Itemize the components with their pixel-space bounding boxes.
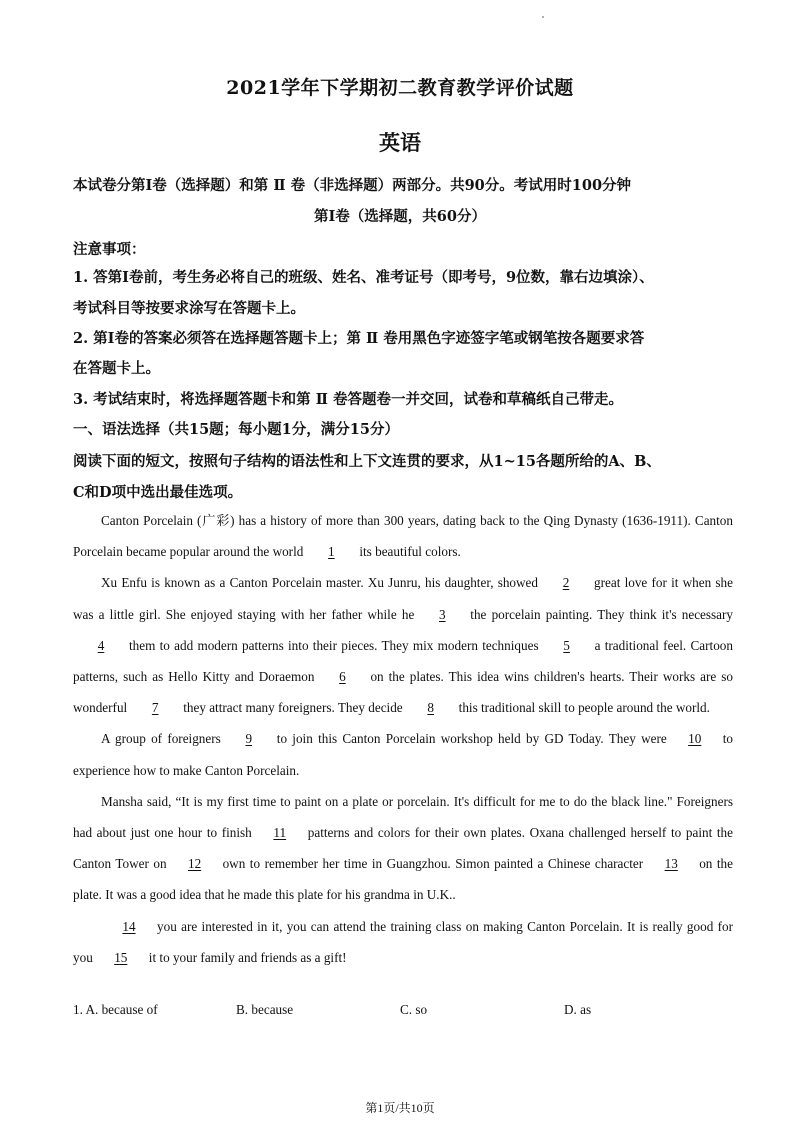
blank-4: 4 <box>97 637 105 653</box>
passage-paragraph-5 <box>73 911 733 973</box>
note1-line2: 考试科目等按要求涂写在答题卡上。 <box>73 300 305 317</box>
question1-option-c: C. so <box>400 1002 428 1017</box>
passage-text: Mansha said, “It is my first time to paint on a plate or porcelain. It's difficult for me to do the black line." Foreigners had about just one hour to finish <box>73 793 733 841</box>
blank-1: 1 <box>328 544 335 560</box>
passage-text: Xu Enfu is known as a Canton Porcelain master. Xu Junru, his daughter, showed <box>101 575 538 591</box>
blank-9: 9 <box>245 731 253 747</box>
passage-text: the porcelain painting. They think it's necessary <box>470 606 733 622</box>
page-number: 第1页/共10页 <box>365 1101 435 1115</box>
passage-text: to join this Canton Porcelain workshop held by GD Today. They were <box>276 731 667 747</box>
blank-12: 12 <box>187 856 202 872</box>
blank-3: 3 <box>439 606 446 622</box>
passage-paragraph-3 <box>73 723 733 785</box>
exam-info: 本试卷分第Ⅰ卷（选择题）和第 Ⅱ 卷（非选择题）两部分。共90分。考试用时100分钟 <box>73 177 632 194</box>
passage <box>73 505 733 973</box>
passage-text: its beautiful colors. <box>359 544 461 560</box>
passage-paragraph-1 <box>73 505 733 567</box>
passage-text: they attract many foreigners. They decide <box>183 700 403 716</box>
blank-13: 13 <box>664 856 678 872</box>
note2-line2: 在答题卡上。 <box>73 360 160 377</box>
passage-paragraph-2 <box>73 567 733 723</box>
passage-text: great love for it when she was a little girl. She enjoyed staying with her father while he <box>73 575 733 622</box>
passage-text: on the plate. It was a good idea that he made this plate for his grandma in U.K.. <box>73 856 733 903</box>
note3: 3. 考试结束时，将选择题答题卡和第 Ⅱ 卷答题卷一并交回，试卷和草稿纸自己带走。 <box>73 391 623 408</box>
passage-text: A group of foreigners <box>101 731 221 747</box>
part1-title: 第Ⅰ卷（选择题，共60分） <box>314 208 486 225</box>
passage-text: a traditional feel. Cartoon patterns, such as Hello Kitty and Doraemon <box>73 637 733 685</box>
subject-title: 英语 <box>379 130 421 155</box>
notes-title: 注意事项： <box>73 241 146 258</box>
passage-text: them to add modern patterns into their pieces. They mix modern techniques <box>129 637 539 653</box>
question1-option-b: B. because <box>236 1002 294 1017</box>
blank-7: 7 <box>151 700 159 716</box>
blank-14: 14 <box>122 918 136 934</box>
passage-text: you are interested in it, you can attend the training class on making Canton Porcelain. It is really good for you <box>73 918 733 965</box>
note1-line1: 1. 答第Ⅰ卷前，考生务必将自己的班级、姓名、准考证号（即考号，9位数，靠右边填涂）、 <box>73 269 654 286</box>
blank-15: 15 <box>114 949 128 965</box>
passage-paragraph-4 <box>73 786 733 911</box>
exam-title: 2021学年下学期初二教育教学评价试题 <box>226 77 574 99</box>
passage-text: patterns and colors for their own plates. Oxana challenged herself to paint the Canton Tower on <box>73 825 733 872</box>
note2-line1: 2. 第Ⅰ卷的答案必须答在选择题答题卡上；第 Ⅱ 卷用黑色字迹签字笔或钢笔按各题要求答 <box>73 330 645 347</box>
passage-text: to experience how to make Canton Porcelain. <box>73 731 733 778</box>
blank-10: 10 <box>688 731 702 747</box>
section1-instruction-line2: C和D项中选出最佳选项。 <box>73 484 243 501</box>
passage-text: own to remember her time in Guangzhou. Simon painted a Chinese character <box>222 856 644 872</box>
question1-option-d: D. as <box>564 1002 592 1017</box>
blank-11: 11 <box>273 825 287 841</box>
scan-dot <box>542 16 544 18</box>
blank-2: 2 <box>562 575 570 591</box>
passage-text: Canton Porcelain (广彩) has a history of more than 300 years, dating back to the Qing Dynasty (1636-1911). Canton Porcelain became popular around the world <box>73 513 733 560</box>
blank-8: 8 <box>427 700 434 716</box>
section1-instruction-line1: 阅读下面的短文，按照句子结构的语法性和上下文连贯的要求，从1~15各题所给的A、B、 <box>73 453 661 470</box>
question1-option-a: 1. A. because of <box>73 1002 158 1017</box>
passage-text: this traditional skill to people around the world. <box>458 700 710 716</box>
blank-5: 5 <box>563 637 570 653</box>
blank-6: 6 <box>339 669 346 685</box>
passage-text: it to your family and friends as a gift! <box>148 949 347 965</box>
section1-heading: 一、语法选择（共15题；每小题1分，满分15分） <box>73 421 399 438</box>
passage-text: on the plates. This idea wins children's hearts. Their works are so wonderful <box>73 669 733 716</box>
